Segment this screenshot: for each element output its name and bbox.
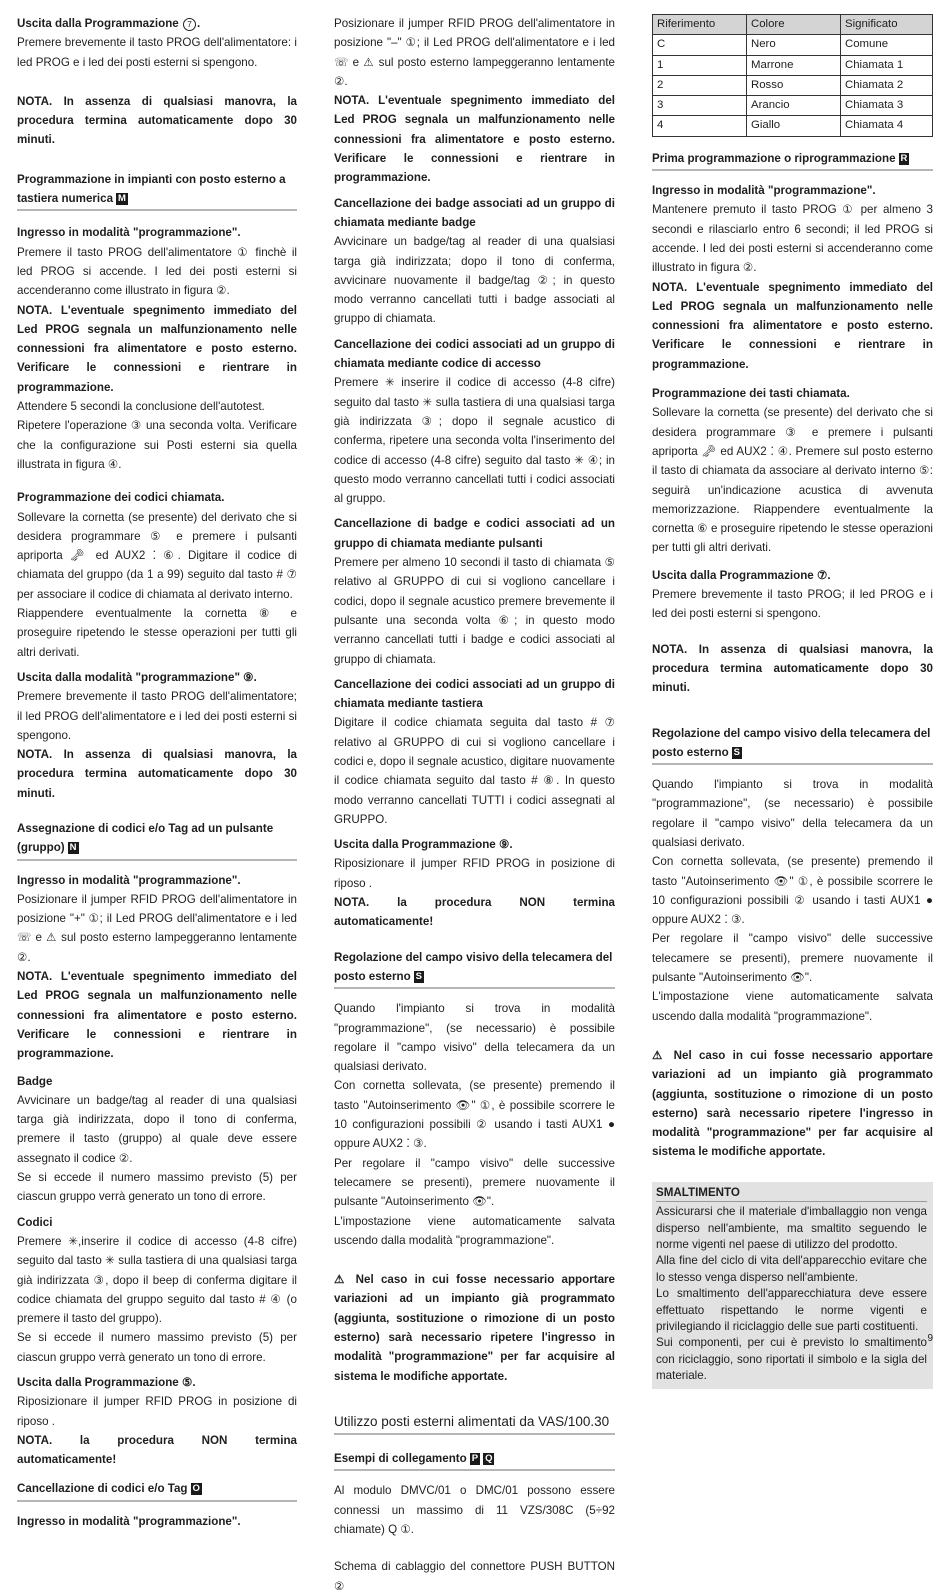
column-1 bbox=[17, 14, 297, 1531]
table-cell: 1 bbox=[653, 55, 747, 75]
cancel-badge-text: Avvicinare un badge/tag al reader di una qualsiasi targa già indirizzata; dopo il tono di conferma, avvicinare nuovamente il badge/tag ②; in questo modo verranno cancellati tutti i badge associati al gruppo di chiamata. bbox=[334, 235, 615, 326]
camera-text-2: Con cornetta sollevata, (se presente) premendo il tasto "Autoinserimento 👁" ①, è possibile scorrere le 10 configurazioni possibili ② usando i tasti AUX1 ● oppure AUX2 ⁚ ③. bbox=[652, 855, 933, 927]
exit-mode-text: Premere brevemente il tasto PROG dell'alimentatore; il led PROG dell'alimentatore e i led dei posti esterni si spengono. bbox=[17, 690, 297, 742]
smaltimento-text-3: Lo smaltimento dell'apparecchiatura deve essere effettuato rispettando le norme vigenti e privilegiando il riciclaggio delle sue parti costituenti. bbox=[656, 1287, 927, 1333]
table-header: Significato bbox=[841, 15, 933, 35]
figure-tag-s: S bbox=[415, 970, 422, 982]
table-cell: Comune bbox=[841, 35, 933, 55]
exit-text: Premere brevemente il tasto PROG dell'alimentatore: i led PROG e i led dei posti esterni si spengono. bbox=[17, 36, 297, 69]
camera-text-4: L'impostazione viene automaticamente salvata uscendo dalla modalità "programmazione". bbox=[334, 1214, 615, 1247]
nota-1: NOTA. L'eventuale spegnimento immediato del Led PROG segnala un malfunzionamento nelle connessioni fra alimentatore e posto esterno. Verificare le connessioni e rientrare in programmazione. bbox=[652, 280, 933, 371]
repeat-text: Ripetere l'operazione ③ una seconda volta. Verificare che la configurazione sui Posti esterni sia quella illustrata in figura ④. bbox=[17, 419, 297, 471]
codes-heading: Programmazione dei codici chiamata. bbox=[17, 491, 225, 505]
table-header-row bbox=[653, 15, 933, 35]
smaltimento-text-4: Sui componenti, per cui è previsto lo smaltimento con riciclaggio, sono riportati il simbolo e la sigla del materiale. bbox=[656, 1336, 927, 1383]
camera-section-heading: Regolazione del campo visivo della telecamera del posto esterno S bbox=[652, 724, 933, 766]
table-row bbox=[653, 75, 933, 95]
nota-4: NOTA. L'eventuale spegnimento immediato del Led PROG segnala un malfunzionamento nelle connessioni fra alimentatore e posto esterno. Verificare le connessioni e rientrare in programmazione. bbox=[17, 970, 297, 1061]
table-cell: 4 bbox=[653, 116, 747, 136]
nota-1: NOTA. In assenza di qualsiasi manovra, la procedura termina automaticamente dopo 30 minuti. bbox=[17, 94, 297, 147]
table-cell: Chiamata 4 bbox=[841, 116, 933, 136]
figure-tag-n: N bbox=[69, 842, 77, 854]
badge-max-text: Se si eccede il numero massimo previsto (5) per ciascun gruppo verrà generato un tono di errore. bbox=[17, 1171, 297, 1204]
table-row bbox=[653, 96, 933, 116]
entry2-text: Posizionare il jumper RFID PROG dell'alimentatore in posizione "+" ①; il Led PROG dell'alimentatore e i led ☏ e ⚠ sul posto esterno lampeggeranno lentamente ②. bbox=[17, 892, 297, 964]
badge-text: Avvicinare un badge/tag al reader di una qualsiasi targa già indirizzata, dopo il tono di conferma, premere il tasto (gruppo) al quale deve essere assegnato il codice ②. bbox=[17, 1093, 297, 1165]
entry-text: Premere il tasto PROG dell'alimentatore ① finchè il led PROG si accende. I led dei posti esterni si accenderanno come illustrato in figura ②. bbox=[17, 245, 297, 298]
table-cell: Arancio bbox=[747, 96, 841, 116]
keys-text: Sollevare la cornetta (se presente) del derivato che si desidera programmare ③ e premere i pulsanti apriporta 🗝 ed AUX2 ⁚ ④. Premere sul posto esterno il tasto di chiamata da associare al derivato interno ⑤: seguirà un'indicazione acustica di avvenuta memorizzazione. Riappendere eventualmente la cornetta ⑥ e proseguire ripetendo le stesse operazioni per tutti gli altri derivati. bbox=[652, 406, 933, 555]
table-row bbox=[653, 35, 933, 55]
camera-text-1: Quando l'impianto si trova in modalità "programmazione", (se necessario) è possibile regolare il "campo visivo" della telecamera da un qualsiasi derivato. bbox=[652, 778, 933, 849]
smaltimento-box bbox=[652, 1182, 933, 1389]
exit2-text: Riposizionare il jumper RFID PROG in posizione di riposo . bbox=[17, 1395, 297, 1428]
codes-text: Sollevare la cornetta (se presente) del derivato che si desidera programmare ⑤ e premere i pulsanti apriporta 🗝 ed AUX2 ⁚ ⑥. Digitare il codice di chiamata del gruppo (da 1 a 99) seguito dal tasto # ⑦ per associare il codice di chiamata al derivato interno. bbox=[17, 510, 297, 601]
exit-mode-heading: Uscita dalla modalità "programmazione" ⑨. bbox=[17, 670, 257, 684]
column-3 bbox=[652, 14, 933, 1389]
exit-text: Riposizionare il jumper RFID PROG in posizione di riposo . bbox=[334, 857, 615, 890]
entry3-heading: Ingresso in modalità "programmazione". bbox=[17, 1514, 241, 1528]
table-cell: Chiamata 3 bbox=[841, 96, 933, 116]
cancel-keypad-text: Digitare il codice chiamata seguita dal tasto # ⑦ relativo al GRUPPO di cui si vogliono cancellare i codici e, dopo il segnale acustico, digitare nuovamente il codice chiamata seguito dal tasto # ⑧. In questo modo verranno cancellati TUTTI i codici assegnati al GRUPPO. bbox=[334, 716, 616, 826]
figure-tag-p: P bbox=[471, 1453, 479, 1465]
exit-heading: Uscita dalla Programmazione ⑦. bbox=[652, 568, 831, 582]
examples-heading: Esempi di collegamento P Q bbox=[334, 1449, 615, 1471]
table-cell: 3 bbox=[653, 96, 747, 116]
cancel-keypad-heading: Cancellazione dei codici associati ad un gruppo di chiamata mediante tastiera bbox=[334, 677, 615, 711]
codici-text: Premere ✳,inserire il codice di accesso (4-8 cifre) seguito dal tasto ✳ sulla tastiera di una qualsiasi targa già indirizzata ③, dopo il beep di conferma digitare il codice chiamata del gruppo seguito dal tasto # ④ (o premere il tasto del gruppo). bbox=[17, 1234, 297, 1326]
camera-text-4: L'impostazione viene automaticamente salvata uscendo dalla modalità "programmazione". bbox=[652, 990, 933, 1023]
figure-tag-m: M bbox=[118, 193, 126, 205]
camera-text-3: Per regolare il "campo visivo" delle successive telecamere se presenti), premere nuovamente il pulsante "Autoinserimento 👁". bbox=[652, 932, 933, 985]
camera-text-1: Quando l'impianto si trova in modalità "programmazione", (se necessario) è possibile regolare il "campo visivo" della telecamera da un qualsiasi derivato. bbox=[334, 1002, 615, 1074]
entry-heading: Ingresso in modalità "programmazione". bbox=[17, 226, 241, 240]
entry-text: Mantenere premuto il tasto PROG ① per almeno 3 secondi e rilasciarlo entro 6 secondi; il led PROG si accende. I led dei posti esterni si accenderanno come illustrato in figura ②. bbox=[652, 203, 933, 275]
cancel-code-text: Premere ✳ inserire il codice di accesso (4-8 cifre) seguito dal tasto ✳ sulla tastiera di una qualsiasi targa già indirizzata ③; dopo il segnale acustico di conferma, ripetere una seconda volta l'inserimento del codice di accesso (4-8 cifre) seguito dal tasto ✳ ④; in questo modo verranno cancellati tutti i codici associati al gruppo. bbox=[334, 376, 615, 506]
codici-max-text: Se si eccede il numero massimo previsto (5) per ciascun gruppo verrà generato un tono di errore. bbox=[17, 1331, 297, 1364]
table-cell: Chiamata 1 bbox=[841, 55, 933, 75]
nota-1: NOTA. L'eventuale spegnimento immediato del Led PROG segnala un malfunzionamento nelle connessioni fra alimentatore e posto esterno. Verificare le connessioni e rientrare in programmazione. bbox=[334, 94, 615, 185]
nota-2: NOTA. In assenza di qualsiasi manovra, la procedura termina automaticamente dopo 30 minuti. bbox=[652, 642, 933, 695]
table-cell: 2 bbox=[653, 75, 747, 95]
table-cell: C bbox=[653, 35, 747, 55]
cancel-buttons-heading: Cancellazione di badge e codici associati ad un gruppo di chiamata mediante pulsanti bbox=[334, 517, 615, 550]
table-cell: Giallo bbox=[747, 116, 841, 136]
table-row bbox=[653, 55, 933, 75]
jumper-text: Posizionare il jumper RFID PROG dell'alimentatore in posizione "–" ①; il Led PROG dell'alimentatore e i led ☏ e ⚠ sul posto esterno lampeggeranno lentamente ②. bbox=[334, 17, 615, 88]
nota-2: NOTA. la procedura NON termina automaticamente! bbox=[334, 896, 615, 929]
column-2 bbox=[334, 14, 615, 1596]
smaltimento-text-1: Assicurarsi che il materiale d'imballaggio non venga disperso nell'ambiente, ma smaltito seguendo le norme vigenti nel paese di utilizzo del prodotto. bbox=[656, 1205, 927, 1251]
smaltimento-title: SMALTIMENTO bbox=[656, 1185, 927, 1202]
figure-tag-s: S bbox=[733, 746, 740, 758]
first-prog-heading: Prima programmazione o riprogrammazione R bbox=[652, 149, 933, 171]
figure-tag-r: R bbox=[900, 152, 908, 164]
exit2-heading: Uscita dalla Programmazione ⑤. bbox=[17, 1376, 196, 1389]
figure-tag-q: Q bbox=[485, 1453, 493, 1465]
exit-heading: Uscita dalla Programmazione ⑨. bbox=[334, 838, 513, 852]
nota-5: NOTA. la procedura NON termina automaticamente! bbox=[17, 1433, 297, 1467]
camera-section-heading: Regolazione del campo visivo della telecamera del posto esterno S bbox=[334, 948, 615, 990]
cancel-section-heading: Cancellazione di codici e/o Tag O bbox=[17, 1479, 297, 1501]
step-7-marker: 7 bbox=[183, 18, 196, 31]
table-cell: Chiamata 2 bbox=[841, 75, 933, 95]
camera-text-3: Per regolare il "campo visivo" delle successive telecamere se presenti), premere nuovamente il pulsante "Autoinserimento 👁". bbox=[334, 1156, 615, 1209]
warning-text: ⚠ Nel caso in cui fosse necessario apportare variazioni ad un impianto già programmato (aggiunta, sostituzione o rimozione di un posto esterno) sarà necessario ripetere l'ingresso in modalità "programmazione" per far acquisire al sistema le modifiche apportate. bbox=[334, 1273, 615, 1383]
assign-section-heading: Assegnazione di codici e/o Tag ad un pulsante (gruppo) N bbox=[17, 819, 297, 861]
nota-3: NOTA. In assenza di qualsiasi manovra, la procedura termina automaticamente dopo 30 minuti. bbox=[17, 748, 297, 800]
table-row bbox=[653, 116, 933, 136]
keypad-section-heading: Programmazione in impianti con posto esterno a tastiera numerica M bbox=[17, 170, 297, 212]
wait-text: Attendere 5 secondi la conclusione dell'autotest. bbox=[17, 400, 265, 414]
exit-heading: Uscita dalla Programmazione 7 . bbox=[17, 17, 201, 30]
cancel-badge-heading: Cancellazione dei badge associati ad un gruppo di chiamata mediante badge bbox=[334, 196, 615, 229]
cancel-buttons-text: Premere per almeno 10 secondi il tasto di chiamata ⑤ relativo al GRUPPO di cui si vogliono cancellare i codici, dopo il segnale acustico premere brevemente il pulsante una seconda volta ⑥; in questo modo verranno cancellati tutti i badge e codici associati al gruppo di chiamata. bbox=[334, 556, 615, 666]
cancel-code-heading: Cancellazione dei codici associati ad un gruppo di chiamata mediante codice di accesso bbox=[334, 337, 615, 371]
vas-section-heading: Utilizzo posti esterni alimentati da VAS/100.30 bbox=[334, 1412, 615, 1435]
table-cell: Rosso bbox=[747, 75, 841, 95]
smaltimento-text-2: Alla fine del ciclo di vita dell'apparecchio evitare che lo stesso venga disperso nell'ambiente. bbox=[656, 1254, 927, 1284]
schema-text: Schema di cablaggio del connettore PUSH BUTTON ② bbox=[334, 1560, 615, 1593]
wiring-table bbox=[652, 14, 933, 137]
entry-heading: Ingresso in modalità "programmazione". bbox=[652, 184, 876, 198]
exit-text: Premere brevemente il tasto PROG; il led PROG e i led dei posti esterni si spengono. bbox=[652, 588, 933, 621]
entry2-heading: Ingresso in modalità "programmazione". bbox=[17, 873, 241, 887]
table-header: Riferimento bbox=[653, 15, 747, 35]
hang-text: Riappendere eventualmente la cornetta ⑧ e proseguire ripetendo le stesse operazioni per tutti gli altri derivati. bbox=[17, 607, 297, 659]
table-header: Colore bbox=[747, 15, 841, 35]
table-cell: Marrone bbox=[747, 55, 841, 75]
warning-text: ⚠ Nel caso in cui fosse necessario apportare variazioni ad un impianto già programmato (aggiunta, sostituzione o rimozione di un posto esterno) sarà necessario ripetere l'ingresso in modalità "programmazione" per far acquisire al sistema le modifiche apportate. bbox=[652, 1048, 933, 1159]
badge-heading: Badge bbox=[17, 1074, 53, 1088]
nota-2: NOTA. L'eventuale spegnimento immediato del Led PROG segnala un malfunzionamento nelle connessioni fra alimentatore e posto esterno. Verificare le connessioni e rientrare in programmazione. bbox=[17, 303, 297, 394]
examples-text: Al modulo DMVC/01 o DMC/01 possono essere connessi un massimo di 11 VZS/308C (5÷92 chiamate) Q ①. bbox=[334, 1484, 615, 1537]
codici-heading: Codici bbox=[17, 1215, 53, 1229]
table-cell: Nero bbox=[747, 35, 841, 55]
page-number: 9 bbox=[927, 1332, 933, 1344]
figure-tag-o: O bbox=[192, 1483, 200, 1495]
camera-text-2: Con cornetta sollevata, (se presente) premendo il tasto "Autoinserimento 👁" ①, è possibile scorrere le 10 configurazioni possibili ② usando i tasti AUX1 ● oppure AUX2 ⁚ ③. bbox=[334, 1079, 615, 1151]
keys-heading: Programmazione dei tasti chiamata. bbox=[652, 387, 850, 401]
